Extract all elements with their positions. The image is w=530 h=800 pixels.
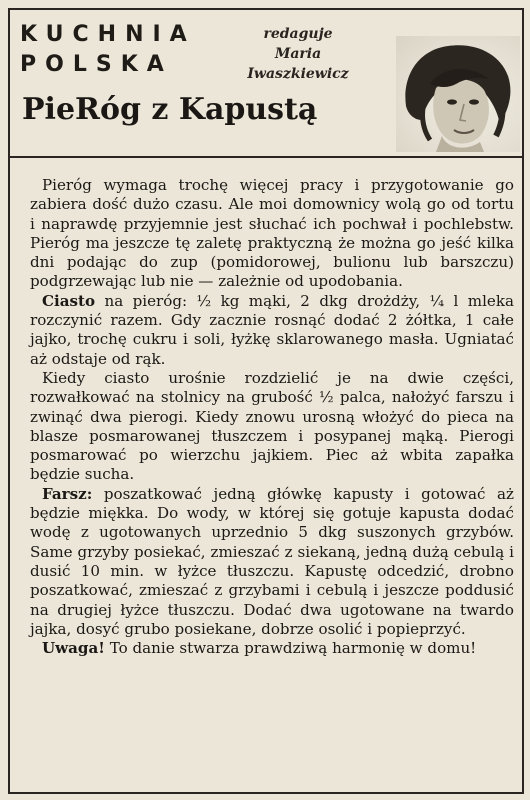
intro-paragraph: Pieróg wymaga trochę więcej pracy i przygotowanie go zabiera dość dużo czasu. Ale moi domownicy wolą go od tortu i naprawdę przyjemnie jest słuchać ich pochwał i pochlebstw. Pieróg ma jeszcze tę zaletę praktyczną że można go jeść kilka dni podając do zup (pomidorowej, bulionu lub barszczu) podgrzewając lub nie — zależnie od upodobania. (30, 176, 514, 291)
dough-paragraph (30, 292, 514, 369)
column-name-line1: KUCHNIA (20, 22, 196, 47)
filling-label: Farsz: (42, 484, 93, 503)
filling-text: poszatkować jedną główkę kapusty i gotować aż będzie miękka. Do wody, w której się gotuje kapusta dodać wodę z ugotowanych uprzednio 5 dkg suszonych grzybów. Same grzyby posiekać, zmieszać z siekaną, jedną dużą cebulą i dusić 10 min. w łyżce tłuszczu. Kapustę odcedzić, drobno poszatkować, zmieszać z grzybami i cebulą i jeszcze poddusić na drugiej łyżce tłuszczu. Dodać dwa ugotowane na twardo jajka, dosyć grubo posiekane, dobrze osolić i popieprzyć. (30, 484, 514, 638)
portrait-photo-icon (396, 36, 520, 152)
article-body (30, 176, 514, 658)
portrait-illustration (396, 36, 520, 152)
recipe-title: PieRóg z Kapustą (22, 92, 318, 127)
editor-credit-line3: Iwaszkiewicz (247, 66, 349, 82)
note-label: Uwaga! (42, 639, 105, 658)
note-paragraph (30, 639, 514, 658)
column-header (8, 8, 524, 158)
editor-credit-line2: Maria (274, 46, 322, 62)
column-name-line2: POLSKA (20, 52, 173, 77)
filling-paragraph (30, 485, 514, 639)
dough-label: Ciasto (42, 291, 96, 310)
header-divider (8, 156, 524, 158)
editor-credit-line1: redaguje (263, 26, 333, 42)
editor-credit (218, 24, 378, 84)
dough-text: na pieróg: ½ kg mąki, 2 dkg drożdży, ¼ l mleka rozczynić razem. Gdy zacznie rosnąć dodać 2 żółtka, 1 całe jajko, trochę cukru i soli, łyżkę sklarowanego masła. Ugniatać aż odstaje od rąk. (30, 291, 514, 368)
note-text: To danie stwarza prawdziwą harmonię w domu! (104, 639, 477, 658)
baking-paragraph: Kiedy ciasto urośnie rozdzielić je na dwie części, rozwałkować na stolnicy na grubość ½ palca, nałożyć farszu i zwinąć dwa pierogi. Kiedy znowu urosną włożyć do pieca na blasze posmarowanej tłuszczem i posypanej mąką. Pierogi posmarować po wierzchu jajkiem. Piec aż wbita zapałka będzie sucha. (30, 368, 514, 484)
